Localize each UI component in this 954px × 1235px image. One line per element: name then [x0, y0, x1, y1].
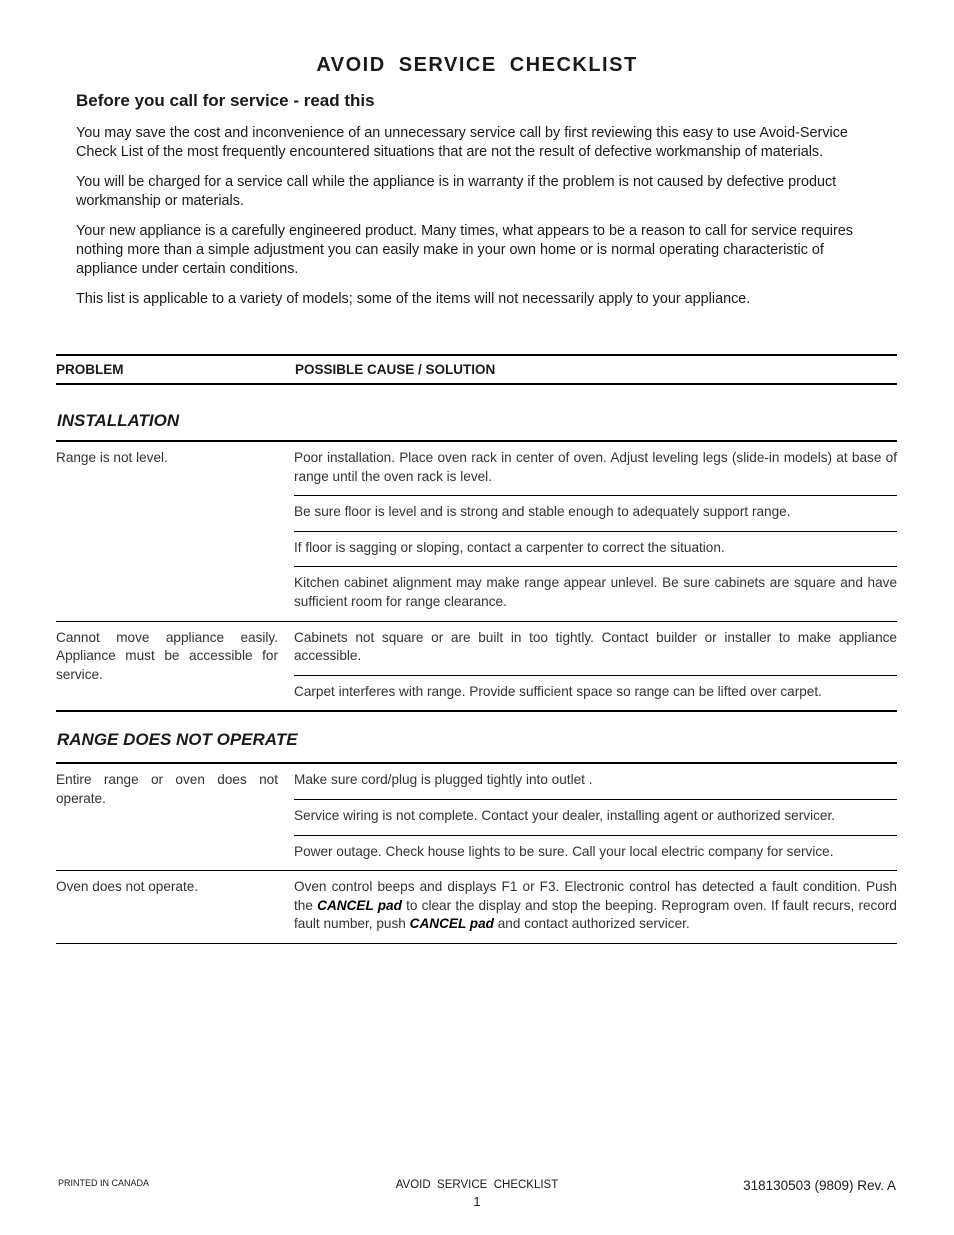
problem-cell: Oven does not operate. [56, 879, 199, 895]
intro-paragraph: You will be charged for a service call while the appliance is in warranty if the problem is not caused by defective product workmanship or materials. [76, 174, 837, 209]
solution-cell [294, 764, 897, 870]
column-header-problem: PROBLEM [56, 362, 124, 377]
solution-cell [294, 442, 897, 621]
part-number: 318130503 (9809) Rev. A [743, 1178, 896, 1193]
solution-text: to clear the display and stop the beeping. Reprogram oven. If fault recurs, record fault number, push [294, 897, 897, 932]
solution-item: Carpet interferes with range. Provide sufficient space so range can be lifted over carpet. [294, 675, 897, 711]
intro-text [76, 124, 882, 321]
solution-cell [294, 622, 897, 711]
solution-item: Poor installation. Place oven rack in center of oven. Adjust leveling legs (slide-in models) at base of range until the oven rack is level. [294, 450, 897, 484]
solution-item [294, 871, 897, 943]
printed-in-label: PRINTED IN CANADA [58, 1178, 150, 1188]
section-title: INSTALLATION [57, 411, 180, 430]
problem-cell: Cannot move appliance easily. Appliance must be accessible for service. [56, 629, 278, 682]
solution-item: Kitchen cabinet alignment may make range appear unlevel. Be sure cabinets are square and have sufficient room for range clearance. [294, 566, 897, 620]
column-header-solution: POSSIBLE CAUSE / SOLUTION [295, 362, 496, 377]
intro-paragraph: You may save the cost and inconvenience of an unnecessary service call by first reviewing this easy to use Avoid-Service Check List of the most frequently encountered situations that are not the result of defective workmanship of materials. [76, 125, 848, 160]
solution-cell [294, 871, 897, 943]
solution-item: Make sure cord/plug is plugged tightly into outlet . [294, 772, 593, 788]
table-header [56, 354, 897, 385]
solution-item: Be sure floor is level and is strong and stable enough to adequately support range. [294, 495, 897, 531]
section-range-does-not-operate [56, 710, 897, 944]
cancel-pad-label: CANCEL pad [317, 897, 402, 913]
footer-title: AVOID SERVICE CHECKLIST [395, 1179, 559, 1191]
page-title: AVOID SERVICE CHECKLIST [316, 54, 638, 76]
solution-item: If floor is sagging or sloping, contact a carpenter to correct the situation. [294, 531, 897, 567]
section-title: RANGE DOES NOT OPERATE [57, 730, 298, 750]
intro-paragraph: This list is applicable to a variety of models; some of the items will not necessarily apply to your appliance. [76, 291, 751, 308]
intro-paragraph: Your new appliance is a carefully engineered product. Many times, what appears to be a reason to call for service requires nothing more than a simple adjustment you can easily make in your own home or is normal operating characteristic of appliance under certain conditions. [76, 223, 853, 277]
solution-text: and contact authorized servicer. [493, 916, 690, 932]
page-number: 1 [473, 1194, 481, 1209]
solution-item: Power outage. Check house lights to be sure. Call your local electric company for service. [294, 835, 897, 871]
solution-item: Service wiring is not complete. Contact your dealer, installing agent or authorized servicer. [294, 799, 897, 835]
table-row [56, 763, 897, 870]
table-row [56, 870, 897, 944]
cancel-pad-label: CANCEL pad [409, 916, 494, 932]
solution-item: Cabinets not square or are built in too tightly. Contact builder or installer to make appliance accessible. [294, 629, 897, 664]
solution-text: Oven control beeps and displays F1 or F3. Electronic control has detected a fault condition. Push the [294, 879, 897, 913]
table-row [56, 441, 897, 621]
problem-cell: Entire range or oven does not operate. [56, 772, 278, 806]
table-row [56, 621, 897, 711]
section-installation [56, 385, 897, 710]
checklist-table [56, 354, 897, 944]
page-subtitle: Before you call for service - read this [76, 91, 375, 110]
problem-cell: Range is not level. [56, 450, 168, 465]
